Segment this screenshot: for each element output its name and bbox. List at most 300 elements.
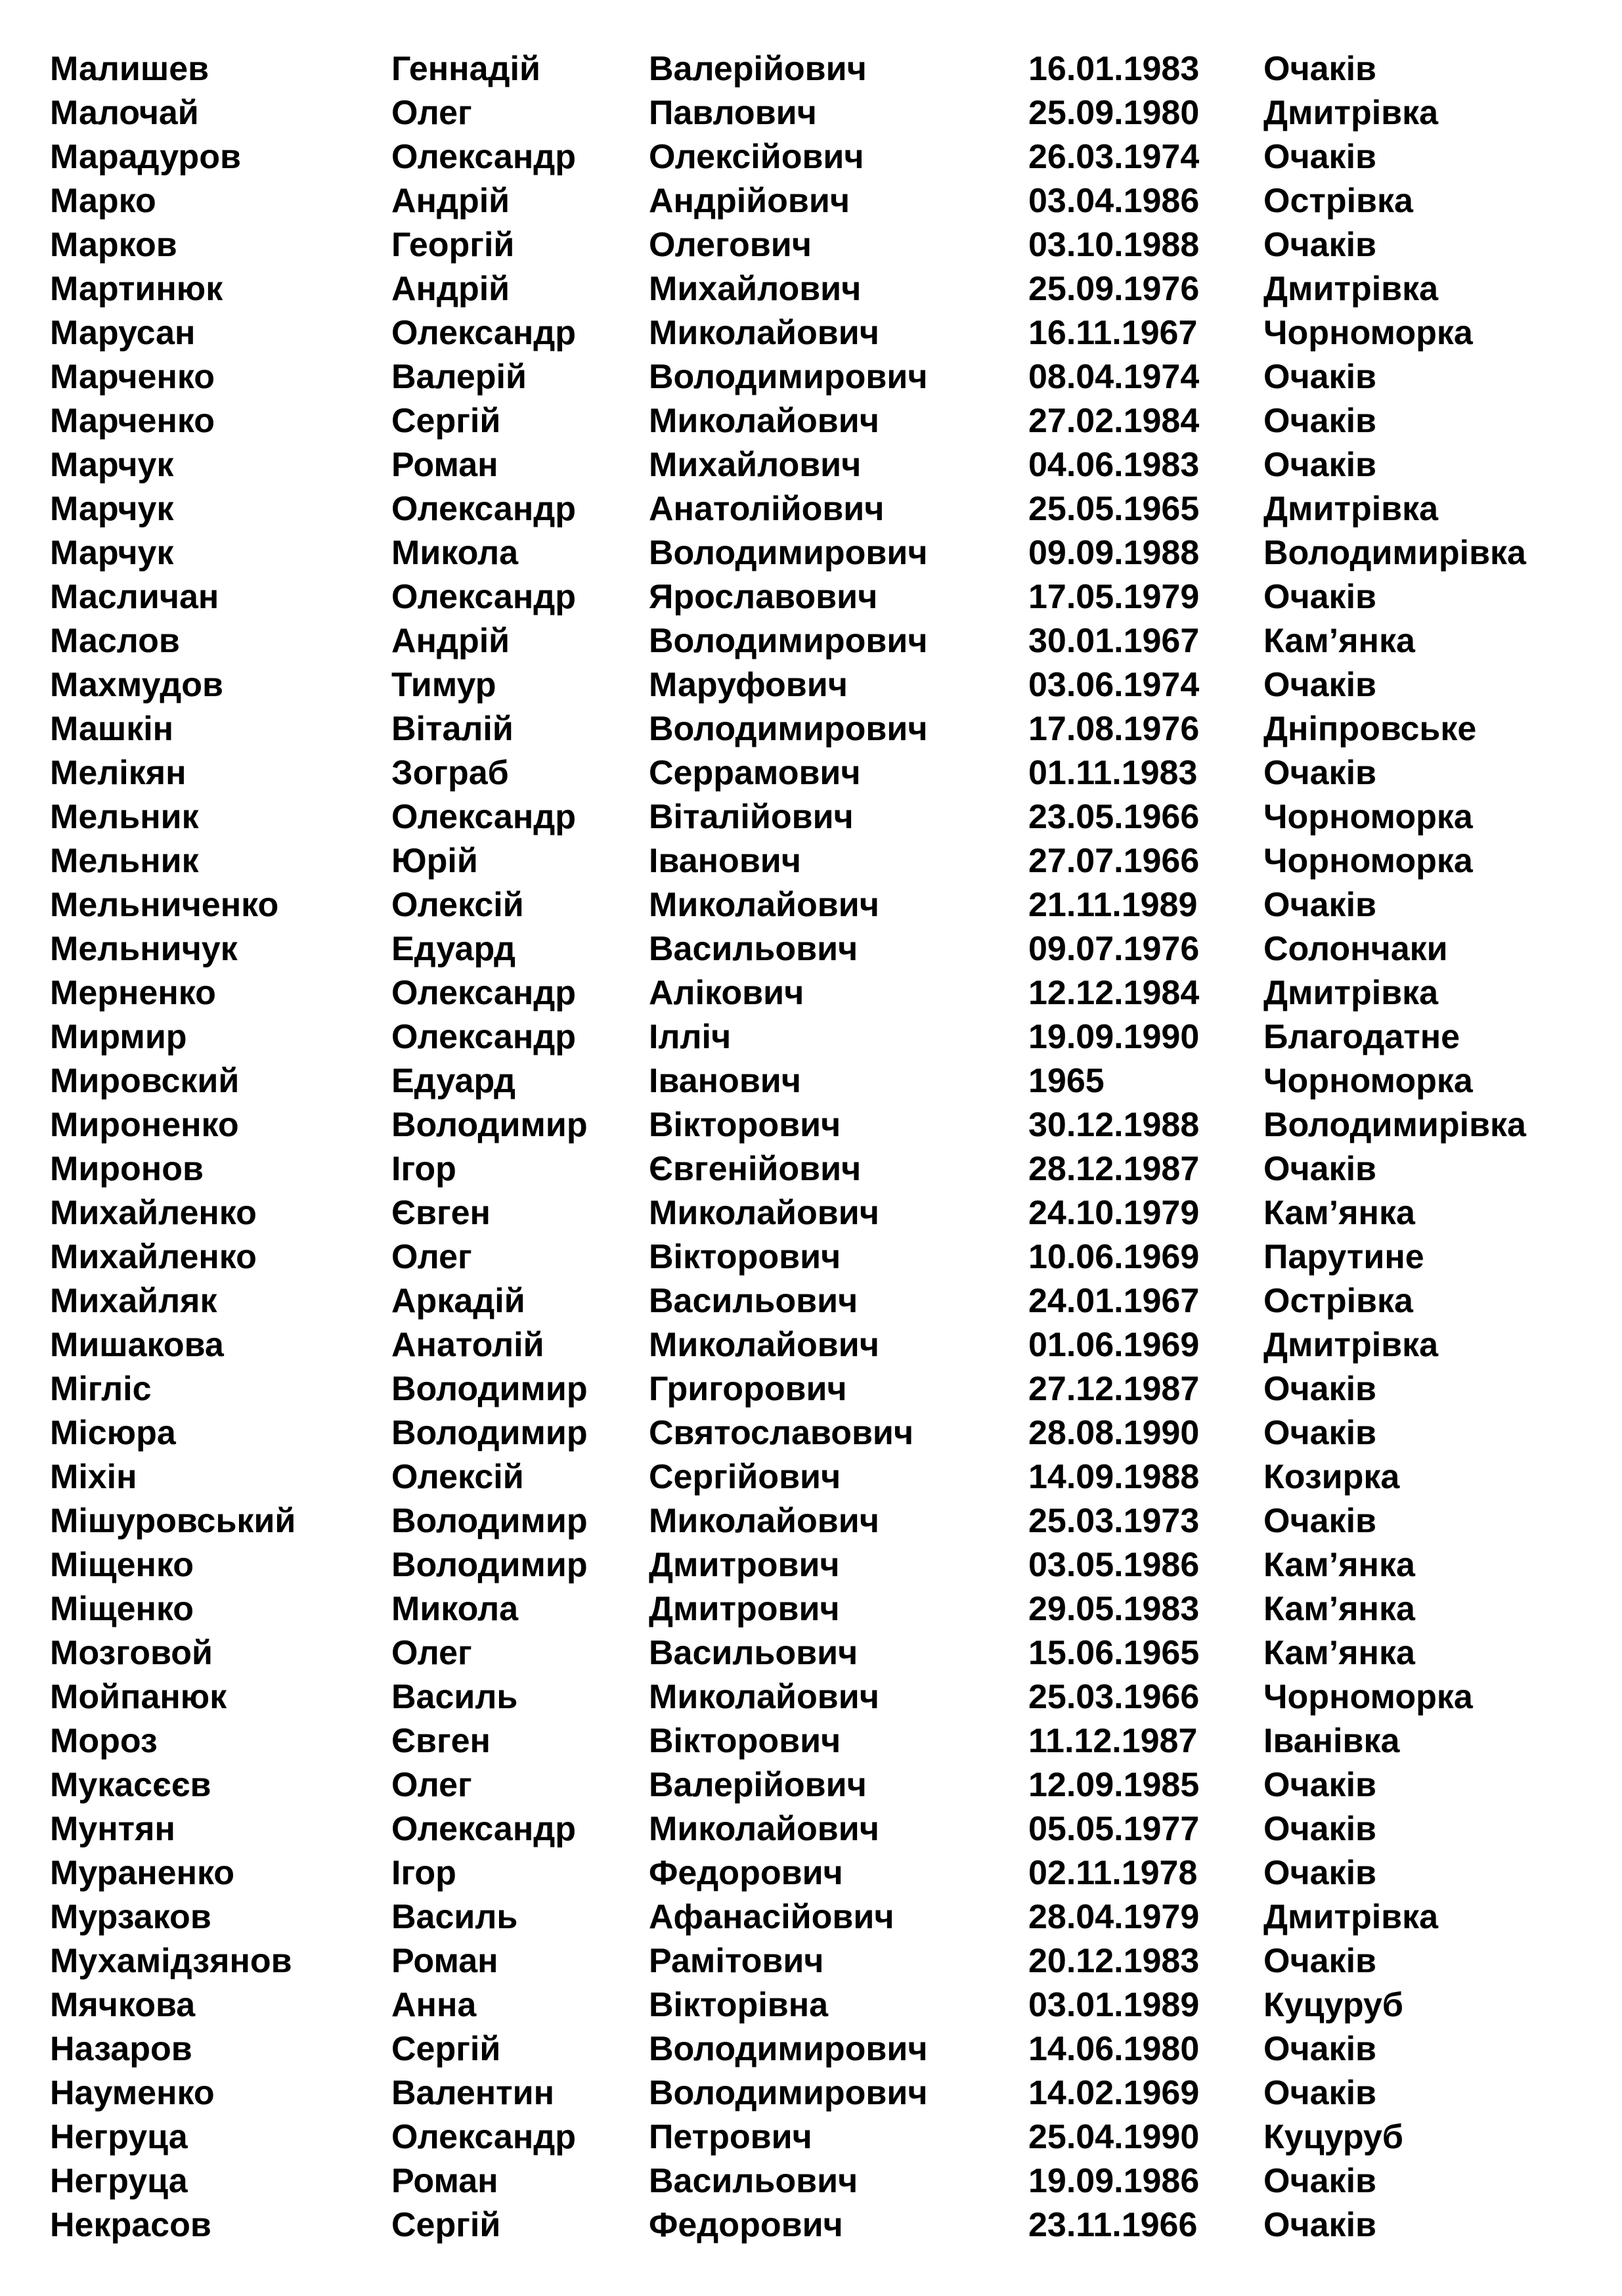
first-name-cell: Аркадій xyxy=(391,1282,525,1320)
place-cell: Очаків xyxy=(1263,402,1376,440)
table-row xyxy=(50,47,1605,91)
first-name-cell: Анатолій xyxy=(391,1326,544,1364)
first-name-cell: Василь xyxy=(391,1678,518,1716)
birth-date-cell: 25.05.1965 xyxy=(1028,490,1200,528)
place-cell: Очаків xyxy=(1263,50,1376,88)
birth-date-cell: 03.01.1989 xyxy=(1028,1986,1200,2024)
birth-date-cell: 28.04.1979 xyxy=(1028,1898,1200,1936)
surname-cell: Марченко xyxy=(50,358,215,396)
surname-cell: Мозговой xyxy=(50,1634,213,1672)
place-cell: Чорноморка xyxy=(1263,842,1473,880)
table-row xyxy=(50,1851,1605,1895)
first-name-cell: Едуард xyxy=(391,930,515,968)
first-name-cell: Андрій xyxy=(391,622,510,660)
table-row xyxy=(50,1807,1605,1851)
place-cell: Очаків xyxy=(1263,1810,1376,1848)
place-cell: Очаків xyxy=(1263,358,1376,396)
surname-cell: Машкін xyxy=(50,710,174,748)
birth-date-cell: 30.01.1967 xyxy=(1028,622,1200,660)
first-name-cell: Олег xyxy=(391,94,472,132)
birth-date-cell: 27.02.1984 xyxy=(1028,402,1200,440)
place-cell: Солончаки xyxy=(1263,930,1448,968)
place-cell: Кам’янка xyxy=(1263,1194,1415,1232)
surname-cell: Мураненко xyxy=(50,1854,235,1892)
birth-date-cell: 14.09.1988 xyxy=(1028,1458,1200,1496)
patronymic-cell: Алікович xyxy=(649,974,804,1012)
patronymic-cell: Петрович xyxy=(649,2118,812,2156)
surname-cell: Мунтян xyxy=(50,1810,175,1848)
place-cell: Іванівка xyxy=(1263,1722,1400,1760)
place-cell: Куцуруб xyxy=(1263,2118,1403,2156)
patronymic-cell: Іванович xyxy=(649,1062,801,1100)
patronymic-cell: Анатолійович xyxy=(649,490,885,528)
surname-cell: Михайляк xyxy=(50,1282,217,1320)
patronymic-cell: Володимирович xyxy=(649,358,928,396)
birth-date-cell: 05.05.1977 xyxy=(1028,1810,1200,1848)
surname-cell: Міхін xyxy=(50,1458,137,1496)
patronymic-cell: Володимирович xyxy=(649,710,928,748)
birth-date-cell: 14.02.1969 xyxy=(1028,2074,1200,2112)
birth-date-cell: 27.12.1987 xyxy=(1028,1370,1200,1408)
first-name-cell: Ігор xyxy=(391,1150,456,1188)
birth-date-cell: 25.03.1973 xyxy=(1028,1502,1200,1540)
first-name-cell: Василь xyxy=(391,1898,518,1936)
birth-date-cell: 23.05.1966 xyxy=(1028,798,1200,836)
surname-cell: Марков xyxy=(50,226,177,264)
place-cell: Очаків xyxy=(1263,1942,1376,1980)
patronymic-cell: Афанасійович xyxy=(649,1898,894,1936)
patronymic-cell: Ілліч xyxy=(649,1018,732,1056)
place-cell: Кам’янка xyxy=(1263,622,1415,660)
birth-date-cell: 04.06.1983 xyxy=(1028,446,1200,484)
place-cell: Очаків xyxy=(1263,1150,1376,1188)
table-row xyxy=(50,1015,1605,1059)
table-row xyxy=(50,1147,1605,1191)
birth-date-cell: 01.06.1969 xyxy=(1028,1326,1200,1364)
first-name-cell: Володимир xyxy=(391,1106,588,1144)
place-cell: Дніпровське xyxy=(1263,710,1477,748)
table-row xyxy=(50,179,1605,223)
patronymic-cell: Вікторович xyxy=(649,1238,841,1276)
patronymic-cell: Маруфович xyxy=(649,666,848,704)
birth-date-cell: 25.04.1990 xyxy=(1028,2118,1200,2156)
table-row xyxy=(50,91,1605,135)
surname-cell: Марчук xyxy=(50,534,174,572)
place-cell: Кам’янка xyxy=(1263,1546,1415,1584)
patronymic-cell: Віталійович xyxy=(649,798,854,836)
birth-date-cell: 14.06.1980 xyxy=(1028,2030,1200,2068)
surname-cell: Мельник xyxy=(50,842,199,880)
patronymic-cell: Миколайович xyxy=(649,314,879,352)
place-cell: Чорноморка xyxy=(1263,1062,1473,1100)
patronymic-cell: Олегович xyxy=(649,226,812,264)
birth-date-cell: 17.08.1976 xyxy=(1028,710,1200,748)
table-row xyxy=(50,575,1605,619)
birth-date-cell: 16.11.1967 xyxy=(1028,314,1198,352)
patronymic-cell: Дмитрович xyxy=(649,1590,840,1628)
place-cell: Острівка xyxy=(1263,182,1413,220)
birth-date-cell: 23.11.1966 xyxy=(1028,2206,1198,2244)
table-row xyxy=(50,1675,1605,1719)
table-row xyxy=(50,531,1605,575)
table-row xyxy=(50,355,1605,399)
place-cell: Чорноморка xyxy=(1263,314,1473,352)
patronymic-cell: Миколайович xyxy=(649,402,879,440)
surname-cell: Махмудов xyxy=(50,666,223,704)
table-row xyxy=(50,1323,1605,1367)
first-name-cell: Олег xyxy=(391,1238,472,1276)
surname-cell: Мельничук xyxy=(50,930,238,968)
place-cell: Дмитрівка xyxy=(1263,270,1439,308)
birth-date-cell: 19.09.1986 xyxy=(1028,2162,1200,2200)
patronymic-cell: Григорович xyxy=(649,1370,847,1408)
surname-cell: Місюра xyxy=(50,1414,176,1452)
first-name-cell: Володимир xyxy=(391,1502,588,1540)
surname-cell: Мукасєєв xyxy=(50,1766,211,1804)
birth-date-cell: 09.09.1988 xyxy=(1028,534,1200,572)
birth-date-cell: 10.06.1969 xyxy=(1028,1238,1200,1276)
table-row xyxy=(50,2159,1605,2203)
first-name-cell: Олексій xyxy=(391,1458,524,1496)
place-cell: Козирка xyxy=(1263,1458,1400,1496)
place-cell: Очаків xyxy=(1263,1502,1376,1540)
patronymic-cell: Вікторівна xyxy=(649,1986,829,2024)
surname-cell: Назаров xyxy=(50,2030,192,2068)
place-cell: Очаків xyxy=(1263,1854,1376,1892)
first-name-cell: Олександр xyxy=(391,2118,577,2156)
first-name-cell: Валерій xyxy=(391,358,527,396)
surname-cell: Малочай xyxy=(50,94,199,132)
table-row xyxy=(50,2027,1605,2071)
birth-date-cell: 27.07.1966 xyxy=(1028,842,1200,880)
table-row xyxy=(50,1499,1605,1543)
table-row xyxy=(50,751,1605,795)
surname-cell: Міщенко xyxy=(50,1546,194,1584)
place-cell: Очаків xyxy=(1263,2162,1376,2200)
place-cell: Дмитрівка xyxy=(1263,1898,1439,1936)
table-row xyxy=(50,1235,1605,1279)
surname-cell: Мішуровський xyxy=(50,1502,296,1540)
place-cell: Очаків xyxy=(1263,1766,1376,1804)
table-row xyxy=(50,663,1605,707)
place-cell: Дмитрівка xyxy=(1263,1326,1439,1364)
table-row xyxy=(50,311,1605,355)
surname-cell: Мерненко xyxy=(50,974,216,1012)
table-row xyxy=(50,487,1605,531)
birth-date-cell: 12.09.1985 xyxy=(1028,1766,1200,1804)
place-cell: Очаків xyxy=(1263,754,1376,792)
first-name-cell: Георгій xyxy=(391,226,515,264)
surname-cell: Мухамідзянов xyxy=(50,1942,292,1980)
first-name-cell: Олександр xyxy=(391,314,577,352)
place-cell: Дмитрівка xyxy=(1263,94,1439,132)
first-name-cell: Євген xyxy=(391,1194,491,1232)
first-name-cell: Олександр xyxy=(391,798,577,836)
birth-date-cell: 16.01.1983 xyxy=(1028,50,1200,88)
surname-cell: Мойпанюк xyxy=(50,1678,227,1716)
patronymic-cell: Васильович xyxy=(649,930,858,968)
table-row xyxy=(50,1059,1605,1103)
surname-cell: Марчук xyxy=(50,446,174,484)
patronymic-cell: Миколайович xyxy=(649,1194,879,1232)
table-row xyxy=(50,135,1605,179)
table-row xyxy=(50,267,1605,311)
patronymic-cell: Васильович xyxy=(649,1282,858,1320)
patronymic-cell: Васильович xyxy=(649,2162,858,2200)
place-cell: Кам’янка xyxy=(1263,1634,1415,1672)
place-cell: Очаків xyxy=(1263,138,1376,176)
first-name-cell: Андрій xyxy=(391,182,510,220)
place-cell: Дмитрівка xyxy=(1263,974,1439,1012)
table-row xyxy=(50,2071,1605,2115)
surname-cell: Мячкова xyxy=(50,1986,196,2024)
surname-cell: Негруца xyxy=(50,2118,188,2156)
place-cell: Очаків xyxy=(1263,2030,1376,2068)
table-row xyxy=(50,1103,1605,1147)
surname-cell: Марусан xyxy=(50,314,196,352)
patronymic-cell: Вікторович xyxy=(649,1106,841,1144)
patronymic-cell: Васильович xyxy=(649,1634,858,1672)
birth-date-cell: 01.11.1983 xyxy=(1028,754,1198,792)
birth-date-cell: 19.09.1990 xyxy=(1028,1018,1200,1056)
surname-cell: Мироненко xyxy=(50,1106,239,1144)
first-name-cell: Зограб xyxy=(391,754,509,792)
place-cell: Кам’янка xyxy=(1263,1590,1415,1628)
place-cell: Очаків xyxy=(1263,2074,1376,2112)
patronymic-cell: Святославович xyxy=(649,1414,914,1452)
first-name-cell: Едуард xyxy=(391,1062,515,1100)
patronymic-cell: Валерійович xyxy=(649,50,867,88)
surname-cell: Михайленко xyxy=(50,1238,257,1276)
table-row xyxy=(50,223,1605,267)
birth-date-cell: 26.03.1974 xyxy=(1028,138,1200,176)
birth-date-cell: 25.09.1980 xyxy=(1028,94,1200,132)
patronymic-cell: Володимирович xyxy=(649,2030,928,2068)
first-name-cell: Тимур xyxy=(391,666,496,704)
surname-cell: Мороз xyxy=(50,1722,158,1760)
place-cell: Острівка xyxy=(1263,1282,1413,1320)
surname-cell: Михайленко xyxy=(50,1194,257,1232)
birth-date-cell: 03.10.1988 xyxy=(1028,226,1200,264)
place-cell: Очаків xyxy=(1263,578,1376,616)
first-name-cell: Юрій xyxy=(391,842,478,880)
patronymic-cell: Володимирович xyxy=(649,2074,928,2112)
first-name-cell: Роман xyxy=(391,1942,498,1980)
first-name-cell: Володимир xyxy=(391,1546,588,1584)
birth-date-cell: 09.07.1976 xyxy=(1028,930,1200,968)
patronymic-cell: Валерійович xyxy=(649,1766,867,1804)
first-name-cell: Сергій xyxy=(391,2030,501,2068)
patronymic-cell: Сергійович xyxy=(649,1458,841,1496)
patronymic-cell: Дмитрович xyxy=(649,1546,840,1584)
table-row xyxy=(50,1455,1605,1499)
surname-cell: Мельниченко xyxy=(50,886,279,924)
first-name-cell: Микола xyxy=(391,534,519,572)
first-name-cell: Ігор xyxy=(391,1854,456,1892)
table-row xyxy=(50,1587,1605,1631)
patronymic-cell: Іванович xyxy=(649,842,801,880)
first-name-cell: Володимир xyxy=(391,1370,588,1408)
surname-cell: Мурзаков xyxy=(50,1898,211,1936)
table-row xyxy=(50,971,1605,1015)
first-name-cell: Геннадій xyxy=(391,50,540,88)
patronymic-cell: Миколайович xyxy=(649,1502,879,1540)
place-cell: Чорноморка xyxy=(1263,798,1473,836)
table-row xyxy=(50,1543,1605,1587)
table-row xyxy=(50,443,1605,487)
table-row xyxy=(50,1367,1605,1411)
first-name-cell: Валентин xyxy=(391,2074,554,2112)
place-cell: Очаків xyxy=(1263,446,1376,484)
table-row xyxy=(50,883,1605,927)
first-name-cell: Олексій xyxy=(391,886,524,924)
surname-cell: Мігліс xyxy=(50,1370,152,1408)
birth-date-cell: 30.12.1988 xyxy=(1028,1106,1200,1144)
first-name-cell: Олександр xyxy=(391,578,577,616)
surname-cell: Малишев xyxy=(50,50,209,88)
birth-date-cell: 24.10.1979 xyxy=(1028,1194,1200,1232)
place-cell: Очаків xyxy=(1263,666,1376,704)
first-name-cell: Сергій xyxy=(391,402,501,440)
patronymic-cell: Павлович xyxy=(649,94,817,132)
surname-cell: Мартинюк xyxy=(50,270,223,308)
patronymic-cell: Ярославович xyxy=(649,578,878,616)
table-row xyxy=(50,619,1605,663)
roster-table xyxy=(50,47,1605,2247)
place-cell: Благодатне xyxy=(1263,1018,1460,1056)
first-name-cell: Віталій xyxy=(391,710,514,748)
first-name-cell: Сергій xyxy=(391,2206,501,2244)
table-row xyxy=(50,1939,1605,1983)
surname-cell: Марадуров xyxy=(50,138,241,176)
surname-cell: Негруца xyxy=(50,2162,188,2200)
table-row xyxy=(50,1983,1605,2027)
patronymic-cell: Михайлович xyxy=(649,446,862,484)
table-row xyxy=(50,1631,1605,1675)
surname-cell: Миронов xyxy=(50,1150,204,1188)
first-name-cell: Євген xyxy=(391,1722,491,1760)
birth-date-cell: 11.12.1987 xyxy=(1028,1722,1198,1760)
place-cell: Чорноморка xyxy=(1263,1678,1473,1716)
first-name-cell: Володимир xyxy=(391,1414,588,1452)
table-row xyxy=(50,1895,1605,1939)
first-name-cell: Олександр xyxy=(391,490,577,528)
table-row xyxy=(50,1411,1605,1455)
patronymic-cell: Миколайович xyxy=(649,1810,879,1848)
patronymic-cell: Андрійович xyxy=(649,182,850,220)
place-cell: Куцуруб xyxy=(1263,1986,1403,2024)
surname-cell: Маслов xyxy=(50,622,180,660)
birth-date-cell: 29.05.1983 xyxy=(1028,1590,1200,1628)
first-name-cell: Олег xyxy=(391,1634,472,1672)
first-name-cell: Микола xyxy=(391,1590,519,1628)
patronymic-cell: Федорович xyxy=(649,2206,843,2244)
birth-date-cell: 17.05.1979 xyxy=(1028,578,1200,616)
first-name-cell: Олександр xyxy=(391,1810,577,1848)
birth-date-cell: 25.03.1966 xyxy=(1028,1678,1200,1716)
surname-cell: Мишакова xyxy=(50,1326,224,1364)
first-name-cell: Олександр xyxy=(391,974,577,1012)
table-row xyxy=(50,1279,1605,1323)
table-row xyxy=(50,707,1605,751)
birth-date-cell: 20.12.1983 xyxy=(1028,1942,1200,1980)
table-row xyxy=(50,2115,1605,2159)
birth-date-cell: 25.09.1976 xyxy=(1028,270,1200,308)
place-cell: Очаків xyxy=(1263,1414,1376,1452)
place-cell: Очаків xyxy=(1263,2206,1376,2244)
table-row xyxy=(50,1191,1605,1235)
patronymic-cell: Володимирович xyxy=(649,622,928,660)
place-cell: Володимирівка xyxy=(1263,1106,1526,1144)
birth-date-cell: 02.11.1978 xyxy=(1028,1854,1198,1892)
patronymic-cell: Олексійович xyxy=(649,138,864,176)
patronymic-cell: Михайлович xyxy=(649,270,862,308)
table-row xyxy=(50,1719,1605,1763)
surname-cell: Науменко xyxy=(50,2074,215,2112)
surname-cell: Марко xyxy=(50,182,156,220)
birth-date-cell: 03.06.1974 xyxy=(1028,666,1200,704)
birth-date-cell: 21.11.1989 xyxy=(1028,886,1198,924)
patronymic-cell: Федорович xyxy=(649,1854,843,1892)
patronymic-cell: Євгенійович xyxy=(649,1150,862,1188)
place-cell: Парутине xyxy=(1263,1238,1424,1276)
surname-cell: Мельник xyxy=(50,798,199,836)
patronymic-cell: Миколайович xyxy=(649,1678,879,1716)
first-name-cell: Анна xyxy=(391,1986,477,2024)
patronymic-cell: Рамітович xyxy=(649,1942,824,1980)
patronymic-cell: Миколайович xyxy=(649,1326,879,1364)
first-name-cell: Роман xyxy=(391,2162,498,2200)
place-cell: Володимирівка xyxy=(1263,534,1526,572)
table-row xyxy=(50,839,1605,883)
surname-cell: Мировский xyxy=(50,1062,240,1100)
first-name-cell: Олександр xyxy=(391,1018,577,1056)
surname-cell: Некрасов xyxy=(50,2206,211,2244)
first-name-cell: Андрій xyxy=(391,270,510,308)
birth-date-cell: 24.01.1967 xyxy=(1028,1282,1200,1320)
patronymic-cell: Володимирович xyxy=(649,534,928,572)
table-row xyxy=(50,1763,1605,1807)
first-name-cell: Роман xyxy=(391,446,498,484)
birth-date-cell: 12.12.1984 xyxy=(1028,974,1200,1012)
birth-date-cell: 28.12.1987 xyxy=(1028,1150,1200,1188)
patronymic-cell: Вікторович xyxy=(649,1722,841,1760)
surname-cell: Марченко xyxy=(50,402,215,440)
patronymic-cell: Серрамович xyxy=(649,754,861,792)
surname-cell: Міщенко xyxy=(50,1590,194,1628)
birth-date-cell: 1965 xyxy=(1028,1062,1105,1100)
place-cell: Очаків xyxy=(1263,886,1376,924)
table-row xyxy=(50,927,1605,971)
first-name-cell: Олександр xyxy=(391,138,577,176)
birth-date-cell: 28.08.1990 xyxy=(1028,1414,1200,1452)
place-cell: Дмитрівка xyxy=(1263,490,1439,528)
table-row xyxy=(50,795,1605,839)
surname-cell: Мирмир xyxy=(50,1018,187,1056)
birth-date-cell: 15.06.1965 xyxy=(1028,1634,1200,1672)
table-row xyxy=(50,2203,1605,2247)
birth-date-cell: 03.04.1986 xyxy=(1028,182,1200,220)
table-row xyxy=(50,399,1605,443)
surname-cell: Мелікян xyxy=(50,754,186,792)
place-cell: Очаків xyxy=(1263,1370,1376,1408)
first-name-cell: Олег xyxy=(391,1766,472,1804)
birth-date-cell: 03.05.1986 xyxy=(1028,1546,1200,1584)
patronymic-cell: Миколайович xyxy=(649,886,879,924)
place-cell: Очаків xyxy=(1263,226,1376,264)
surname-cell: Марчук xyxy=(50,490,174,528)
roster-body xyxy=(50,47,1605,2247)
